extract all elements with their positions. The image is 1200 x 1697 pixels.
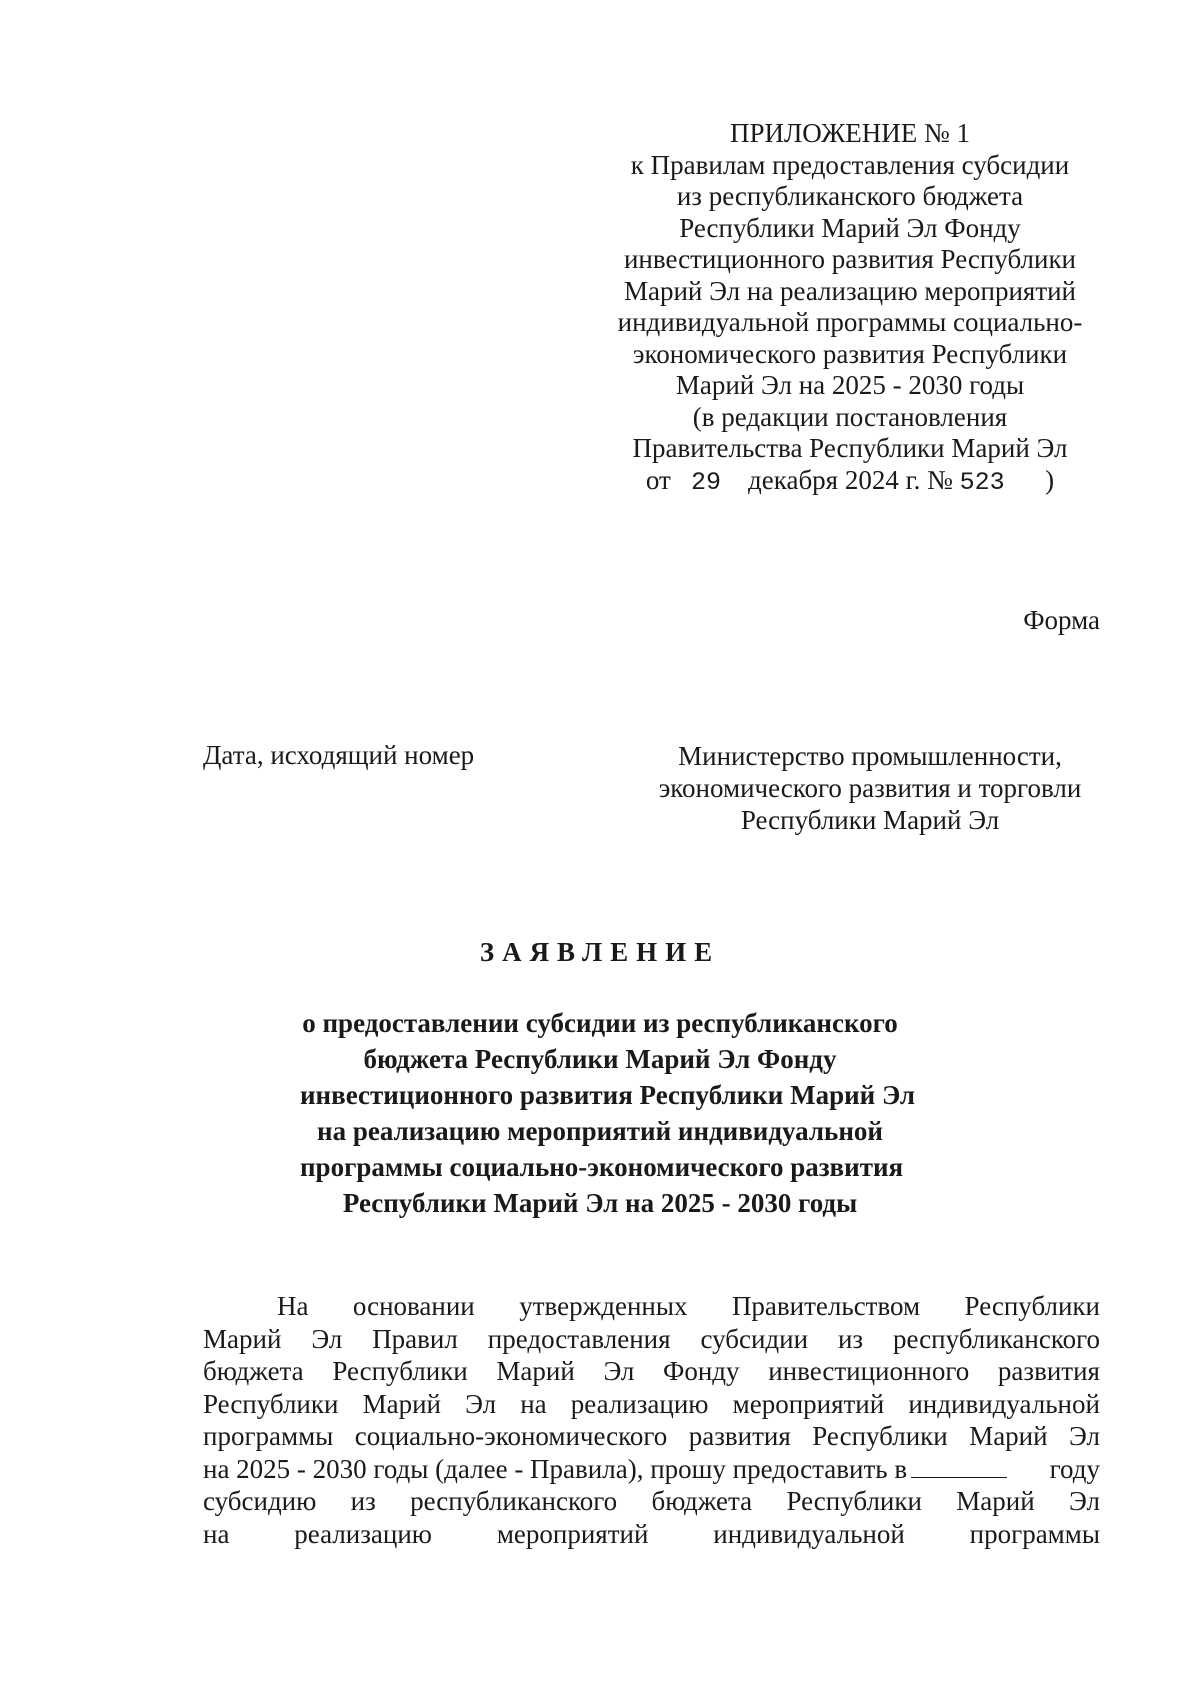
decree-number: 523	[959, 467, 1005, 497]
body-line	[203, 1485, 1100, 1518]
body-word: Эл	[1069, 1486, 1100, 1516]
body-word: Республики	[812, 1421, 948, 1451]
body-word: социально-экономического	[354, 1421, 668, 1451]
body-word: реализацию	[294, 1518, 432, 1549]
body-word: Эл	[465, 1388, 497, 1419]
body-word: индивидуальной	[908, 1388, 1100, 1419]
decree-reference	[600, 465, 1100, 499]
body-word: на	[203, 1518, 230, 1549]
appendix-line: Республики Марий Эл Фонду	[679, 212, 1021, 243]
body-word: субсидию	[203, 1486, 317, 1516]
body-word: Марий	[969, 1421, 1048, 1451]
addressee-block	[640, 740, 1100, 836]
body-word: основании	[352, 1291, 475, 1321]
appendix-line: экономического развития Республики	[632, 338, 1068, 369]
subtitle-line: Республики Марий Эл на 2025 - 2030 годы	[342, 1188, 858, 1218]
body-line	[203, 1290, 1100, 1323]
date-number-label: Дата, исходящий номер	[203, 740, 475, 770]
body-word: индивидуальной	[713, 1518, 905, 1549]
body-word: Марий	[956, 1486, 1035, 1516]
body-paragraph	[203, 1290, 1100, 1550]
appendix-line: Марий Эл на реализацию мероприятий	[623, 275, 1077, 306]
body-word: Республики	[203, 1388, 339, 1419]
addressee-line: Республики Марий Эл	[740, 805, 1000, 835]
body-word: утвержденных	[519, 1291, 688, 1321]
body-word: мероприятий	[732, 1388, 885, 1419]
appendix-line: (в редакции постановления	[692, 401, 1008, 432]
subtitle-line: на реализацию мероприятий индивидуальной	[317, 1116, 883, 1146]
decree-close: )	[1045, 464, 1055, 495]
body-word: из	[350, 1486, 376, 1516]
subtitle-line: программы социально-экономического развития	[300, 1152, 904, 1182]
body-word: Правил	[372, 1323, 458, 1354]
subtitle-line: бюджета Республики Марий Эл Фонду	[363, 1044, 837, 1074]
body-word: Эл	[603, 1356, 635, 1386]
body-word: Республики	[332, 1356, 468, 1386]
addressee-line: Министерство промышленности,	[678, 741, 1062, 771]
body-word: развития	[997, 1356, 1100, 1386]
body-word: мероприятий	[496, 1518, 649, 1549]
body-word: Марий	[362, 1388, 441, 1419]
body-word: бюджета	[651, 1486, 753, 1516]
appendix-line: Правительства Республики Марий Эл	[632, 433, 1068, 463]
decree-month-year: декабря 2024 г. №	[748, 464, 953, 495]
body-segment	[203, 1453, 1011, 1486]
document-title: ЗАЯВЛЕНИЕ	[479, 937, 721, 967]
body-word: из	[837, 1323, 864, 1354]
subtitle-line: о предоставлении субсидии из республиканского	[302, 1008, 898, 1038]
body-word: развития	[688, 1421, 791, 1451]
body-line	[203, 1388, 1100, 1421]
body-word: программы	[203, 1421, 334, 1451]
year-blank-field[interactable]	[911, 1455, 1007, 1478]
body-line	[203, 1518, 1100, 1551]
body-word: Правительством	[731, 1291, 921, 1321]
body-line	[203, 1420, 1100, 1453]
appendix-line: Марий Эл на 2025 - 2030 годы	[675, 370, 1025, 400]
document-subtitle	[300, 1005, 916, 1221]
body-word: году	[1049, 1453, 1100, 1484]
body-line	[203, 1453, 1100, 1486]
form-label: Форма	[1023, 605, 1100, 635]
body-word: Марий	[496, 1356, 575, 1386]
subtitle-line: инвестиционного развития Республики Марий Эл	[300, 1080, 916, 1110]
body-line	[203, 1323, 1100, 1356]
appendix-line: ПРИЛОЖЕНИЕ № 1	[729, 118, 971, 148]
body-line	[203, 1355, 1100, 1388]
body-word: Республики	[964, 1291, 1100, 1321]
body-word: программы	[969, 1518, 1100, 1549]
appendix-line: индивидуальной программы социально-	[617, 307, 1083, 337]
body-word: предоставления	[487, 1323, 671, 1354]
body-word: Фонду	[663, 1356, 740, 1386]
body-word: бюджета	[203, 1356, 304, 1386]
body-word: на	[520, 1388, 547, 1419]
body-word: реализацию	[570, 1388, 709, 1419]
appendix-header	[600, 118, 1100, 498]
body-word: субсидии	[700, 1323, 809, 1354]
body-word: республиканского	[893, 1323, 1100, 1354]
appendix-line: к Правилам предоставления субсидии	[630, 149, 1070, 180]
body-word: На	[277, 1291, 309, 1321]
decree-prefix: от	[645, 464, 671, 495]
body-word: инвестиционного	[768, 1356, 970, 1386]
body-word: Марий	[203, 1323, 282, 1354]
body-word: Эл	[311, 1323, 343, 1354]
appendix-line: инвестиционного развития Республики	[623, 244, 1077, 274]
body-word: Эл	[1069, 1421, 1100, 1451]
appendix-line: из республиканского бюджета	[676, 181, 1024, 211]
body-word: на 2025 - 2030 годы (далее - Правила), прошу предоставить в	[203, 1453, 908, 1484]
body-word: республиканского	[410, 1486, 618, 1516]
addressee-line: экономического развития и торговли	[658, 773, 1082, 803]
decree-day: 29	[691, 467, 722, 497]
body-word: Республики	[786, 1486, 922, 1516]
